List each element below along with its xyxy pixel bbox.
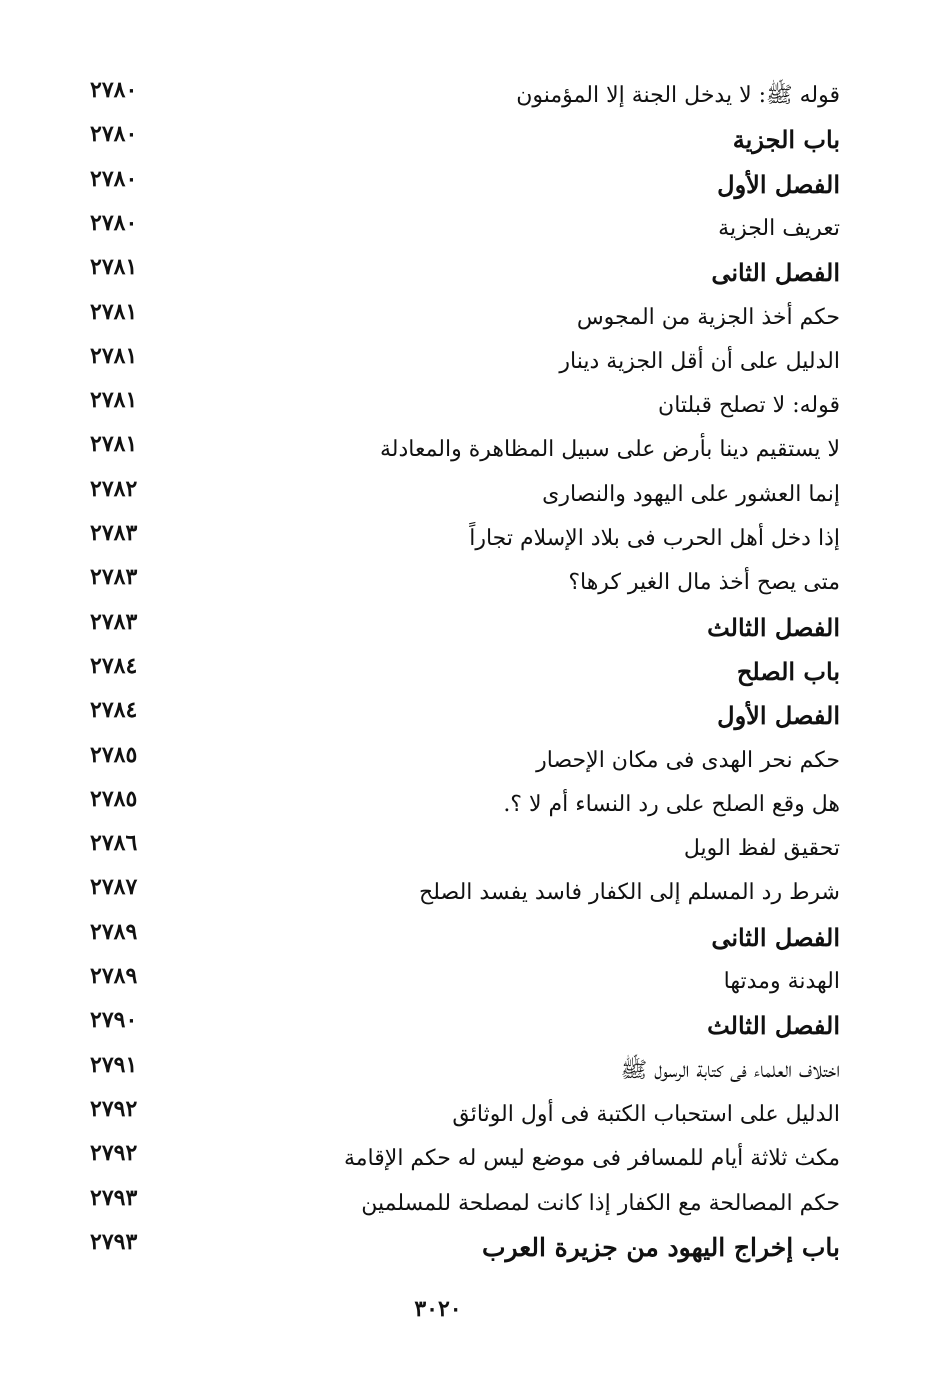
toc-section-heading: باب الصلح xyxy=(736,657,840,686)
toc-entry xyxy=(80,122,840,162)
toc-entry-page-number: ٢٧٨١ xyxy=(90,387,138,413)
toc-entry-title: حكم المصالحة مع الكفار إذا كانت لمصلحة للمسلمين xyxy=(361,1191,840,1216)
toc-entry-page-number: ٢٧٨١ xyxy=(90,299,138,325)
toc-entry-title: متى يصح أخذ مال الغير كرها؟ xyxy=(568,570,840,595)
toc-entry-page-number: ٢٧٨٢ xyxy=(90,476,138,502)
toc-entry xyxy=(80,477,840,517)
toc-entry xyxy=(80,432,840,472)
toc-entry xyxy=(80,211,840,251)
toc-entry xyxy=(80,1186,840,1226)
toc-entry xyxy=(80,654,840,694)
toc-section-heading: الفصل الثانى xyxy=(711,923,840,952)
toc-entry-page-number: ٢٧٨٣ xyxy=(90,609,138,635)
toc-entry-title: الدليل على أن أقل الجزية دينار xyxy=(559,349,840,374)
toc-entry xyxy=(80,875,840,915)
toc-entry-page-number: ٢٧٩٣ xyxy=(90,1185,138,1211)
toc-entry xyxy=(80,255,840,295)
toc-entry-page-number: ٢٧٨٥ xyxy=(90,742,138,768)
toc-entry-page-number: ٢٧٩٢ xyxy=(90,1140,138,1166)
toc-entry-page-number: ٢٧٩٢ xyxy=(90,1096,138,1122)
toc-entry xyxy=(80,787,840,827)
toc-entry-page-number: ٢٧٨٦ xyxy=(90,830,138,856)
toc-entry-page-number: ٢٧٨٠ xyxy=(90,210,138,236)
toc-entry-title: اختلاف العلماء فى كتابة الرسول ﷺ xyxy=(620,1058,840,1083)
toc-entry-title: الدليل على استحباب الكتبة فى أول الوثائق xyxy=(452,1102,840,1127)
toc-entry-title: قوله: لا تصلح قبلتان xyxy=(658,393,840,418)
toc-entry-title: مكث ثلاثة أيام للمسافر فى موضع ليس له حكم الإقامة xyxy=(343,1146,840,1171)
toc-entry xyxy=(80,78,840,118)
toc-entry-title: قوله ﷺ: لا يدخل الجنة إلا المؤمنون xyxy=(516,83,840,108)
toc-entry-title: هل وقع الصلح على رد النساء أم لا ؟. xyxy=(503,792,840,817)
toc-entry-page-number: ٢٧٨٣ xyxy=(90,564,138,590)
toc-entry xyxy=(80,1008,840,1048)
toc-entry-page-number: ٢٧٨٧ xyxy=(90,874,138,900)
toc-section-heading: الفصل الثالث xyxy=(707,1011,840,1040)
toc-entry-page-number: ٢٧٩١ xyxy=(90,1052,138,1078)
toc-entry-page-number: ٢٧٨٣ xyxy=(90,520,138,546)
toc-entry-page-number: ٢٧٨٤ xyxy=(90,653,138,679)
toc-entry xyxy=(80,698,840,738)
toc-section-heading: باب الجزية xyxy=(732,125,840,154)
toc-entry-page-number: ٢٧٨٤ xyxy=(90,697,138,723)
toc-entry-title: إذا دخل أهل الحرب فى بلاد الإسلام تجاراً xyxy=(469,526,840,551)
toc-entry xyxy=(80,831,840,871)
toc-entry-title: تعريف الجزية xyxy=(718,216,840,241)
toc-entry xyxy=(80,743,840,783)
toc-entry xyxy=(80,1097,840,1137)
footer-page-number: ٣٠٢٠ xyxy=(414,1296,462,1322)
toc-entry-title: لا يستقيم دينا بأرض على سبيل المظاهرة والمعادلة xyxy=(379,437,840,462)
toc-entry-page-number: ٢٧٨٩ xyxy=(90,919,138,945)
toc-entry-title: شرط رد المسلم إلى الكفار فاسد يفسد الصلح xyxy=(419,880,840,905)
toc-entry-page-number: ٢٧٨١ xyxy=(90,431,138,457)
toc-entry-title: الهدنة ومدتها xyxy=(723,969,840,994)
toc-entry-page-number: ٢٧٨٩ xyxy=(90,963,138,989)
toc-entry xyxy=(80,521,840,561)
toc-entry-page-number: ٢٧٩٠ xyxy=(90,1007,138,1033)
toc-entry xyxy=(80,610,840,650)
toc-entry-page-number: ٢٧٨٥ xyxy=(90,786,138,812)
toc-section-heading: الفصل الثانى xyxy=(711,258,840,287)
toc-entry-title: حكم أخذ الجزية من المجوس xyxy=(576,305,840,330)
toc-entry xyxy=(80,565,840,605)
toc-section-heading: باب إخراج اليهود من جزيرة العرب xyxy=(481,1233,840,1262)
toc-entry-title: حكم نحر الهدى فى مكان الإحصار xyxy=(536,748,840,773)
toc-entry-page-number: ٢٧٨٠ xyxy=(90,166,138,192)
toc-entry xyxy=(80,920,840,960)
toc-entry xyxy=(80,388,840,428)
toc-entry xyxy=(80,1053,840,1093)
toc-entry xyxy=(80,344,840,384)
toc-section-heading: الفصل الثالث xyxy=(707,613,840,642)
toc-entry-page-number: ٢٧٨١ xyxy=(90,254,138,280)
toc-section-heading: الفصل الأول xyxy=(717,701,840,730)
toc-entry-page-number: ٢٧٩٣ xyxy=(90,1229,138,1255)
toc-entry-title: تحقيق لفظ الويل xyxy=(683,836,840,861)
toc-entry xyxy=(80,300,840,340)
toc-entry-page-number: ٢٧٨٠ xyxy=(90,121,138,147)
toc-entry-title: إنما العشور على اليهود والنصارى xyxy=(542,482,840,507)
toc-section-heading: الفصل الأول xyxy=(717,170,840,199)
toc-entry-page-number: ٢٧٨٠ xyxy=(90,77,138,103)
toc-entry-page-number: ٢٧٨١ xyxy=(90,343,138,369)
toc-entry xyxy=(80,964,840,1004)
toc-entry xyxy=(80,1230,840,1270)
toc-entry xyxy=(80,167,840,207)
toc-entry xyxy=(80,1141,840,1181)
